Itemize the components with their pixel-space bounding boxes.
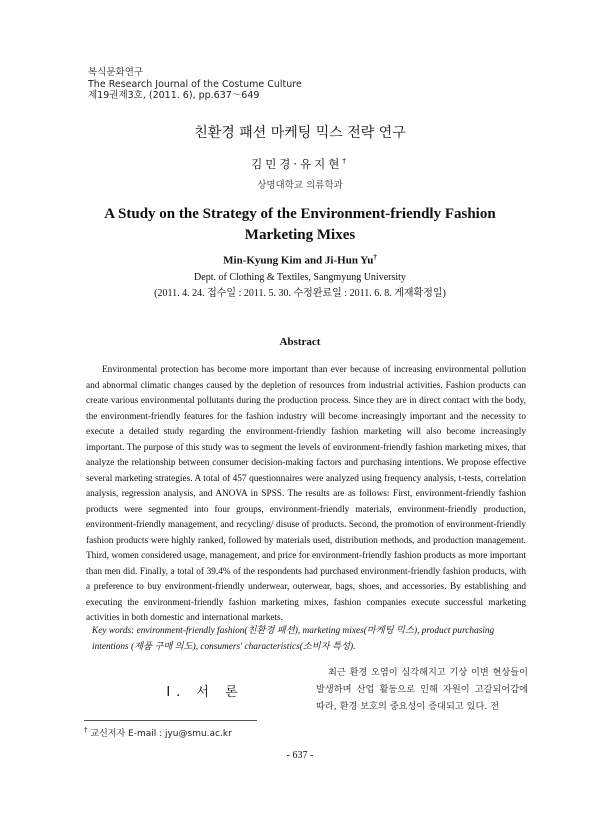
- affiliation-english: Dept. of Clothing & Textiles, Sangmyung University: [194, 272, 406, 283]
- footnote-text: 교신저자 E-mail : jyu@smu.ac.kr: [90, 729, 232, 739]
- received-dates: (2011. 4. 24. 접수일 : 2011. 5. 30. 수정완료일 : 2011. 6. 8. 게재확정일): [154, 288, 446, 299]
- journal-name-en: The Research Journal of the Costume Culture: [88, 78, 302, 90]
- keywords-text: environment-friendly fashion(친환경 패션), marketing mixes(마케팅 믹스), product purchasing intentions (제품 구매 의도), consumers' characteristics(소비자 특성).: [92, 626, 495, 652]
- affiliation-block: [0, 270, 600, 302]
- abstract-heading: Abstract: [279, 336, 321, 348]
- page-number: - 637 -: [286, 750, 314, 761]
- corresponding-mark: †: [342, 157, 349, 166]
- body-text-column: 최근 환경 오염이 심각해지고 기상 이변 현상들이 발생하며 산업 활동으로 인해 자원이 고갈되어감에 따라, 환경 보호의 중요성이 증대되고 있다. 전: [316, 667, 528, 712]
- journal-name-kr: 복식문화연구: [88, 67, 144, 78]
- authors-english-names: Min-Kyung Kim and Ji-Hun Yu: [223, 254, 374, 267]
- title-english: A Study on the Strategy of the Environment-friendly Fashion Marketing Mixes: [104, 206, 496, 243]
- journal-header: [88, 67, 302, 102]
- authors-english: [0, 253, 600, 267]
- footnote-mark: †: [84, 726, 88, 734]
- footnote: [84, 726, 232, 739]
- authors-korean-names: 김민경·유지현: [251, 157, 343, 171]
- corresponding-mark-en: †: [373, 253, 377, 261]
- keywords-label: Key words:: [92, 626, 135, 636]
- abstract-text: Environmental protection has become more important than ever because of increasing environmental pollution and abnormal climatic changes caused by the depletion of resources from industrial activities. Fashion products can create various environmental pollutants during the production process. Since they are in direct contact with the body, the environment-friendly features for the fashion industry will become increasingly important and the necessity to execute a detailed study regarding the environment-friendly fashion marketing will also become increasingly important. The purpose of this study was to segment the levels of environment-friendly fashion marketing mixes, that analyze the relationship between consumer decision-making factors and purchasing intentions. We propose effective several marketing strategies. A total of 457 questionnaires were analyzed using frequency analysis, t-tests, correlation analysis, regression analysis, and ANOVA in SPSS. The results are as follows: First, environment-friendly fashion products were segmented into four groups, environment-friendly materials, environment-friendly production, environment-friendly management, and recycling/ disuse of products. Second, the promotion of environment-friendly fashion products were highly ranked, followed by materials used, distribution methods, and production management. Third, women considered usage, management, and price for environment-friendly fashion products as more important than men did. Finally, a total of 39.4% of the respondents had purchased environment-friendly fashion products, with a preference to buy environment-friendly underwear, outerwear, bags, shoes, and accessories. By establishing and executing the environment-friendly fashion marketing mixes, fashion companies execute successful marketing activities in both domestic and international markets.: [86, 365, 526, 623]
- title-korean: 친환경 패션 마케팅 믹스 전략 연구: [194, 125, 406, 141]
- authors-korean: [0, 156, 600, 172]
- affiliation-korean: 상명대학교 의류학과: [257, 180, 343, 191]
- section-title-introduction: Ⅰ. 서 론: [166, 685, 244, 700]
- keywords: [92, 624, 527, 655]
- footnote-divider: [84, 720, 257, 721]
- journal-citation: 제19권제3호, (2011. 6), pp.637～649: [88, 90, 260, 101]
